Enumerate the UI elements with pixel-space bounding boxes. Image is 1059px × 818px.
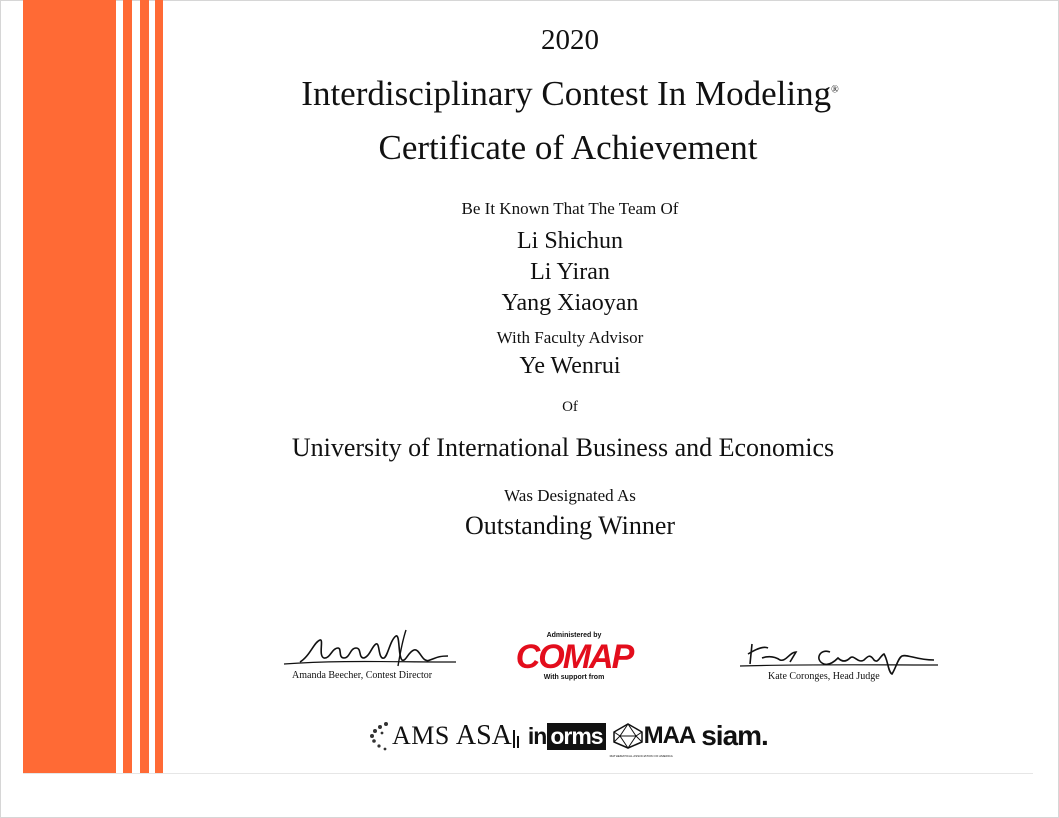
maa-polyhedron-icon xyxy=(612,722,644,750)
certificate-year: 2020 xyxy=(541,24,599,56)
team-member: Li Yiran xyxy=(530,259,610,285)
sponsor-logos xyxy=(368,716,774,756)
registered-mark: ® xyxy=(831,84,839,96)
asa-bars-icon xyxy=(512,722,522,750)
administered-by-label: Administered by xyxy=(546,632,602,639)
judge-signature-block xyxy=(738,638,938,683)
accent-stripe-3 xyxy=(155,0,163,773)
of-label: Of xyxy=(562,399,578,415)
administrator-block xyxy=(510,632,638,681)
maa-text: MAA xyxy=(643,722,696,749)
informs-text-left: in xyxy=(527,722,547,749)
certificate-subtitle: Certificate of Achievement xyxy=(378,128,758,167)
advisor-label: With Faculty Advisor xyxy=(496,328,644,347)
ams-dots-icon xyxy=(368,721,392,751)
ams-logo xyxy=(368,721,450,751)
institution-name: University of International Business and Economics xyxy=(291,433,835,462)
informs-logo xyxy=(528,723,606,750)
informs-text-box: orms xyxy=(547,723,605,750)
bottom-rule xyxy=(23,773,1033,774)
asa-logo xyxy=(456,720,522,752)
judge-caption: Kate Coronges, Head Judge xyxy=(768,671,880,682)
accent-stripe-1 xyxy=(123,0,132,773)
asa-text: ASA xyxy=(455,720,512,751)
faculty-advisor: Ye Wenrui xyxy=(519,353,621,379)
comap-logo: COMAP xyxy=(515,638,633,676)
team-member: Yang Xiaoyan xyxy=(501,290,639,316)
ams-text: AMS xyxy=(392,721,450,750)
director-signature-block xyxy=(280,626,456,681)
director-caption: Amanda Beecher, Contest Director xyxy=(292,670,433,681)
accent-stripe-wide xyxy=(23,0,116,773)
certificate-title xyxy=(0,74,1059,114)
contest-name: Interdisciplinary Contest In Modeling xyxy=(301,74,832,113)
director-signature-image xyxy=(280,626,456,671)
known-line: Be It Known That The Team Of xyxy=(461,199,679,218)
accent-stripe-2 xyxy=(140,0,149,773)
designated-label: Was Designated As xyxy=(504,486,636,505)
team-member: Li Shichun xyxy=(517,228,623,254)
siam-logo xyxy=(701,720,768,752)
award-title: Outstanding Winner xyxy=(464,511,676,540)
maa-logo xyxy=(609,722,696,758)
support-label: With support from xyxy=(543,674,605,681)
maa-subtext: MATHEMATICAL ASSOCIATION OF AMERICA xyxy=(609,754,673,758)
siam-text: siam. xyxy=(701,720,768,751)
